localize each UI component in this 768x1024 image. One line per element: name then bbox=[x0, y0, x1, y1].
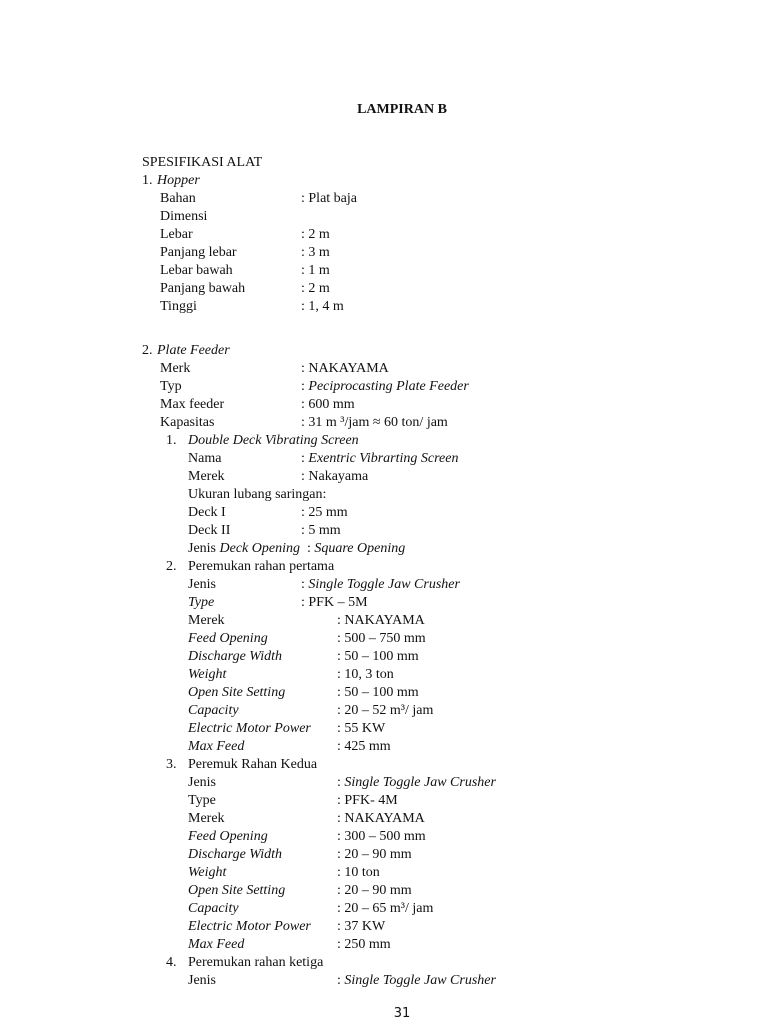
spec-label: Feed Opening bbox=[188, 829, 268, 844]
spec-value-italic: Square Opening bbox=[314, 541, 406, 556]
spec-label: Dimensi bbox=[160, 209, 208, 224]
spec-value: : PFK – 5M bbox=[301, 595, 368, 610]
page-title: LAMPIRAN B bbox=[357, 102, 447, 117]
spec-label: Kapasitas bbox=[160, 415, 215, 430]
spec-value: : 20 – 52 m³/ jam bbox=[337, 703, 434, 718]
spec-value-italic: Peciprocasting Plate Feeder bbox=[308, 379, 469, 394]
spec-value: : 20 – 90 mm bbox=[337, 847, 412, 862]
spec-line bbox=[188, 540, 405, 558]
spec-value-italic: Single Toggle Jaw Crusher bbox=[344, 973, 496, 988]
spec-value: : 250 mm bbox=[337, 937, 391, 952]
spec-label: Merek bbox=[188, 469, 225, 484]
hopper-number: 1. bbox=[142, 173, 153, 188]
spec-value: : 25 mm bbox=[301, 505, 348, 520]
spec-label: Panjang lebar bbox=[160, 245, 237, 260]
spec-value: : 600 mm bbox=[301, 397, 355, 412]
crusher1-number: 2. bbox=[166, 559, 177, 574]
spec-label: Panjang bawah bbox=[160, 281, 246, 296]
spec-label: Jenis bbox=[188, 541, 220, 556]
spec-value-italic: Exentric Vibrarting Screen bbox=[308, 451, 459, 466]
spec-colon: : bbox=[301, 379, 309, 394]
spec-colon: : bbox=[301, 451, 309, 466]
spec-label: Merk bbox=[160, 361, 191, 376]
spec-label: Type bbox=[188, 595, 215, 610]
page-number: 31 bbox=[393, 1006, 411, 1021]
spec-label: Capacity bbox=[188, 901, 239, 916]
crusher3-name: Peremukan rahan ketiga bbox=[188, 955, 324, 970]
spec-label: Ukuran lubang saringan: bbox=[188, 487, 327, 502]
spec-value bbox=[337, 774, 496, 792]
spec-label: Lebar bbox=[160, 227, 193, 242]
spec-value: : 55 KW bbox=[337, 721, 386, 736]
crusher1-name: Peremukan rahan pertama bbox=[188, 559, 335, 574]
spec-label: Lebar bawah bbox=[160, 263, 233, 278]
spec-label: Jenis bbox=[188, 775, 216, 790]
spec-value: : 10, 3 ton bbox=[337, 667, 394, 682]
spec-label: Nama bbox=[188, 451, 222, 466]
spec-label: Capacity bbox=[188, 703, 239, 718]
spec-value: : NAKAYAMA bbox=[337, 811, 425, 826]
spec-value: : 20 – 90 mm bbox=[337, 883, 412, 898]
spec-value bbox=[337, 972, 496, 990]
crusher2-number: 3. bbox=[166, 757, 177, 772]
spec-value-italic: Single Toggle Jaw Crusher bbox=[344, 775, 496, 790]
spec-value: : NAKAYAMA bbox=[301, 361, 389, 376]
spec-value: : 20 – 65 m³/ jam bbox=[337, 901, 434, 916]
spec-label: Merek bbox=[188, 613, 225, 628]
spec-value: : 500 – 750 mm bbox=[337, 631, 426, 646]
spec-value: : 10 ton bbox=[337, 865, 380, 880]
spec-value: : 2 m bbox=[301, 227, 330, 242]
spec-value: : 37 KW bbox=[337, 919, 386, 934]
heading-text: SPESIFIKASI ALAT bbox=[142, 155, 263, 170]
plate-feeder-name: Plate Feeder bbox=[157, 343, 230, 358]
spec-value: : 1 m bbox=[301, 263, 330, 278]
spec-value: : 425 mm bbox=[337, 739, 391, 754]
spec-label: Typ bbox=[160, 379, 182, 394]
spec-label: Tinggi bbox=[160, 299, 197, 314]
spec-label: Open Site Setting bbox=[188, 883, 286, 898]
spec-label-italic: Deck Opening bbox=[219, 541, 300, 556]
crusher2-name: Peremuk Rahan Kedua bbox=[188, 757, 318, 772]
spec-label: Jenis bbox=[188, 973, 216, 988]
spec-value: : Nakayama bbox=[301, 469, 369, 484]
spec-label: Merek bbox=[188, 811, 225, 826]
spec-label: Deck I bbox=[188, 505, 226, 520]
spec-label: Weight bbox=[188, 865, 227, 880]
spec-value bbox=[301, 450, 458, 468]
spec-value: : 1, 4 m bbox=[301, 299, 344, 314]
spec-value: : 300 – 500 mm bbox=[337, 829, 426, 844]
spec-label: Open Site Setting bbox=[188, 685, 286, 700]
spec-value: : 3 m bbox=[301, 245, 330, 260]
spec-value: : Plat baja bbox=[301, 191, 357, 206]
screen-number: 1. bbox=[166, 433, 177, 448]
spec-label: Electric Motor Power bbox=[188, 919, 311, 934]
spec-colon: : bbox=[301, 577, 309, 592]
spec-colon: : bbox=[337, 973, 345, 988]
crusher3-number: 4. bbox=[166, 955, 177, 970]
spec-value: : NAKAYAMA bbox=[337, 613, 425, 628]
spec-value: : 50 – 100 mm bbox=[337, 685, 419, 700]
spec-value: : 2 m bbox=[301, 281, 330, 296]
spec-label: Jenis bbox=[188, 577, 216, 592]
spec-value: : 5 mm bbox=[301, 523, 341, 538]
screen-name: Double Deck Vibrating Screen bbox=[188, 433, 359, 448]
spec-colon: : bbox=[337, 775, 345, 790]
spec-label: Weight bbox=[188, 667, 227, 682]
spec-label: Discharge Width bbox=[188, 649, 282, 664]
spec-value bbox=[301, 576, 460, 594]
spec-label: Bahan bbox=[160, 191, 196, 206]
spec-value: : 50 – 100 mm bbox=[337, 649, 419, 664]
spec-label: Type bbox=[188, 793, 216, 808]
spec-value bbox=[301, 378, 469, 396]
spec-label: Max feeder bbox=[160, 397, 225, 412]
spec-value: : 31 m ³/jam ≈ 60 ton/ jam bbox=[301, 415, 448, 430]
spec-colon: : bbox=[299, 541, 315, 556]
spec-label: Electric Motor Power bbox=[188, 721, 311, 736]
spec-label: Discharge Width bbox=[188, 847, 282, 862]
spec-label: Max Feed bbox=[188, 739, 245, 754]
spec-label: Deck II bbox=[188, 523, 231, 538]
hopper-name: Hopper bbox=[157, 173, 200, 188]
spec-label: Feed Opening bbox=[188, 631, 268, 646]
plate-feeder-number: 2. bbox=[142, 343, 153, 358]
spec-value-italic: Single Toggle Jaw Crusher bbox=[308, 577, 460, 592]
spec-label: Max Feed bbox=[188, 937, 245, 952]
spec-value: : PFK- 4M bbox=[337, 793, 398, 808]
